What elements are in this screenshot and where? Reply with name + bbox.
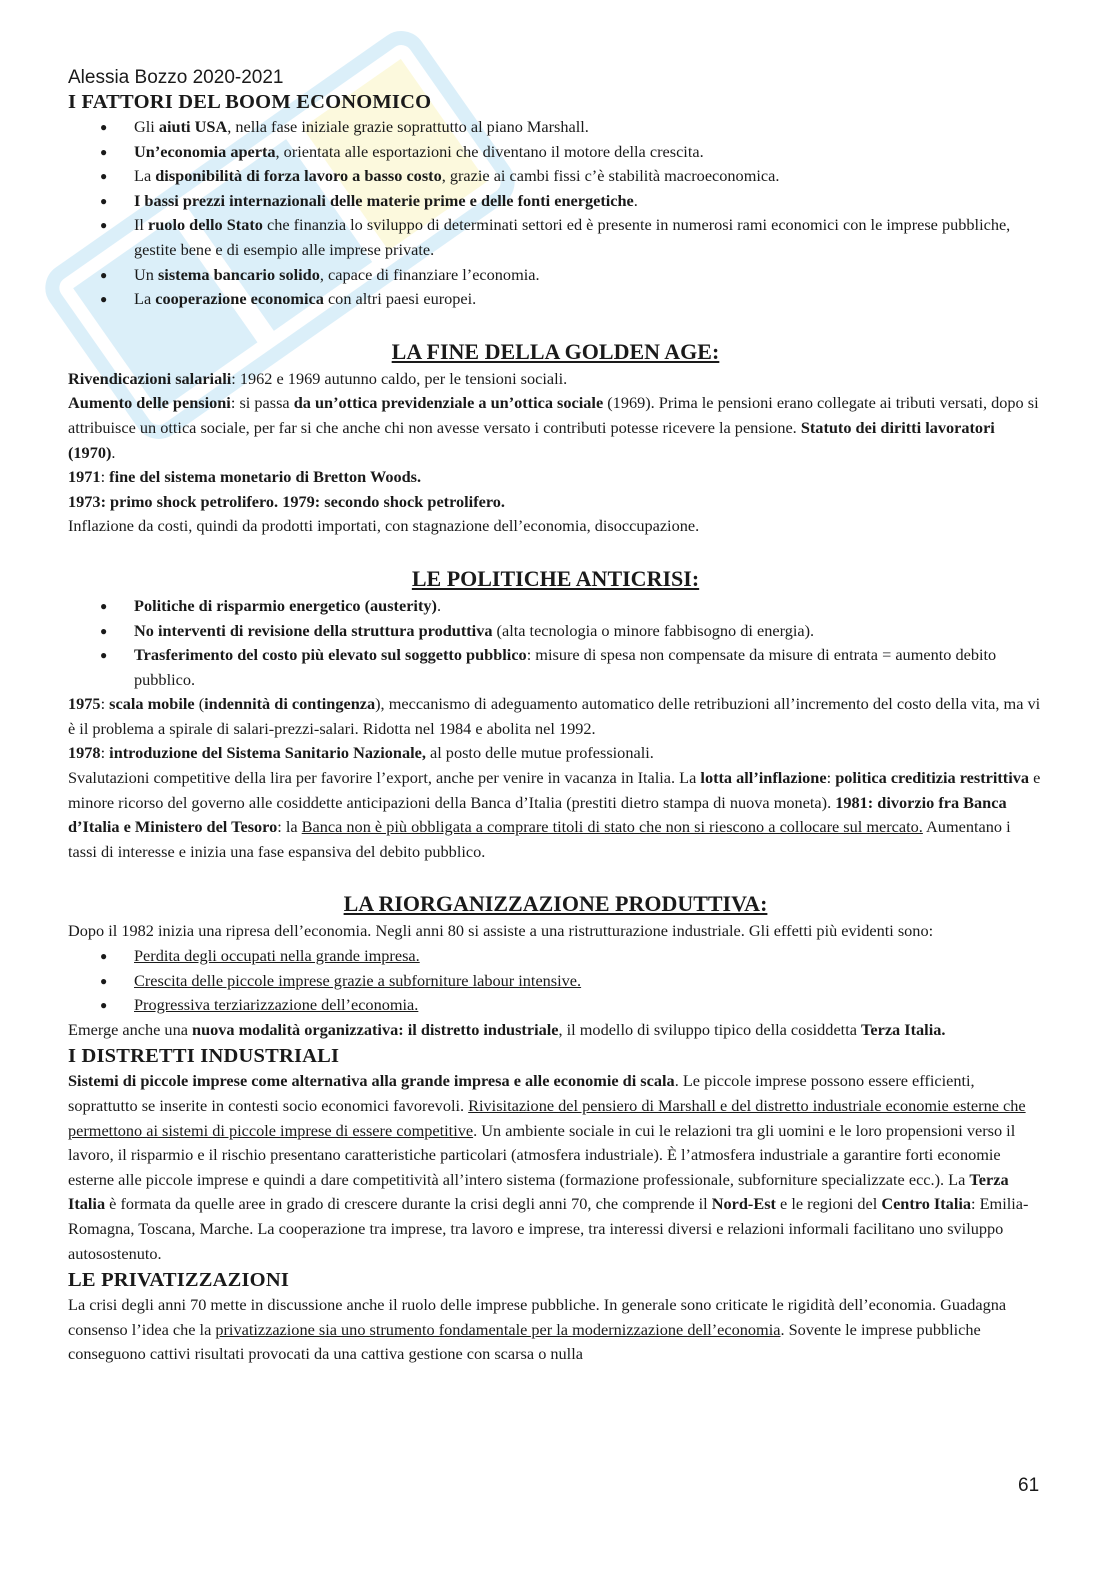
paragraph: Rivendicazioni salariali: 1962 e 1969 autunno caldo, per le tensioni sociali.: [68, 368, 568, 388]
paragraph: Dopo il 1982 inizia una ripresa dell’economia. Negli anni 80 si assiste a una ristrutturazione industriale. Gli effetti più evidenti sono:: [68, 921, 934, 941]
section-title-privatizzazioni: LE PRIVATIZZAZIONI: [68, 1269, 290, 1292]
anticrisi-list: [68, 594, 1043, 692]
section-title-golden-age: LA FINE DELLA GOLDEN AGE:: [391, 338, 720, 364]
paragraph: La crisi degli anni 70 mette in discussione anche il ruolo delle imprese pubbliche. In generale sono criticate le rigidità dell’economia. Guadagna consenso l’idea che la privatizzazione sia uno strumento fondamentale per la modernizzazione dell’economia. Sovente le imprese pubbliche conseguono cattivi risultati provocati da una cattiva gestione con scarsa o nulla: [68, 1295, 1007, 1364]
boom-factors-list: [68, 115, 1043, 312]
list-item: ● Un sistema bancario solido, capace di finanziare l’economia.: [134, 263, 1043, 288]
list-item: ● Progressiva terziarizzazione dell’economia.: [134, 993, 1043, 1018]
paragraph: Inflazione da costi, quindi da prodotti importati, con stagnazione dell’economia, disoccupazione.: [68, 516, 700, 536]
list-item: ● Un’economia aperta, orientata alle esportazioni che diventano il motore della crescita.: [134, 140, 1043, 165]
paragraph: 1975: scala mobile (indennità di contingenza), meccanismo di adeguamento automatico delle retribuzioni all’incremento del costo della vita, ma vi è il problema a spirale di salari-prezzi-salari. Ridotta nel 1984 e abolita nel 1992.: [68, 694, 1041, 738]
paragraph: 1978: introduzione del Sistema Sanitario Nazionale, al posto delle mutue professionali.: [68, 743, 654, 763]
paragraph: Sistemi di piccole imprese come alternativa alla grande impresa e alle economie di scala. Le piccole imprese possono essere efficienti, soprattutto se inserite in contesti socio economici favorevoli. Rivisitazione del pensiero di Marshall e del distretto industriale economie esterne che permettono ai sistemi di piccole imprese di essere competitive. Un ambiente sociale in cui le relazioni tra gli uomini e le loro propensioni verso il lavoro, il risparmio e il rischio presentano caratteristiche particolari (atmosfera industriale). È l’atmosfera industriale a garantire forti economie esterne alle piccole imprese e quindi a dare competitività all’intero sistema (formazione professionale, subforniture specializzate ecc.). La Terza Italia è formata da quelle aree in grado di crescere durante la crisi degli anni 70, che comprende il Nord-Est e le regioni del Centro Italia: Emilia-Romagna, Toscana, Marche. La cooperazione tra imprese, tra lavoro e imprese, tra interessi diversi e relazioni informali facilitano uno sviluppo autosostenuto.: [68, 1071, 1029, 1263]
section-title-riorganizzazione: LA RIORGANIZZAZIONE PRODUTTIVA:: [343, 891, 768, 917]
paragraph: 1971: fine del sistema monetario di Bretton Woods.: [68, 467, 422, 487]
author-header: Alessia Bozzo 2020-2021: [68, 67, 284, 88]
document-page: [68, 66, 1043, 1367]
paragraph: Svalutazioni competitive della lira per favorire l’export, anche per venire in vacanza in Italia. La lotta all’inflazione: politica creditizia restrittiva e minore ricorso del governo alle cosiddette anticipazioni della Banca d’Italia (prestiti dietro stampa di nuova moneta). 1981: divorzio fra Banca d’Italia e Ministero del Tesoro: la Banca non è più obbligata a comprare titoli di stato che non si riescono a collocare sul mercato. Aumentano i tassi di interesse e inizia una fase espansiva del debito pubblico.: [68, 768, 1041, 861]
list-item: ● Crescita delle piccole imprese grazie a subforniture labour intensive.: [134, 969, 1043, 994]
paragraph: Aumento delle pensioni: si passa da un’ottica previdenziale a un’ottica sociale (1969). Prima le pensioni erano collegate ai tributi versati, dopo si attribuisce un ottica sociale, per far si che anche chi non avesse versato i contributi potesse ricevere la pensione. Statuto dei diritti lavoratori (1970).: [68, 393, 1039, 462]
section-title-distretti: I DISTRETTI INDUSTRIALI: [68, 1045, 340, 1068]
riorganizzazione-list: [68, 944, 1043, 1018]
list-item: ● Il ruolo dello Stato che finanzia lo sviluppo di determinati settori ed è presente in numerosi rami economici con le imprese pubbliche, gestite bene e di esempio alle imprese private.: [134, 213, 1043, 262]
list-item: ● La disponibilità di forza lavoro a basso costo, grazie ai cambi fissi c’è stabilità macroeconomica.: [134, 164, 1043, 189]
list-item: ● No interventi di revisione della struttura produttiva (alta tecnologia o minore fabbisogno di energia).: [134, 619, 1043, 644]
list-item: ● Perdita degli occupati nella grande impresa.: [134, 944, 1043, 969]
list-item: ● Trasferimento del costo più elevato sul soggetto pubblico: misure di spesa non compensate da misure di entrata = aumento debito pubblico.: [134, 643, 1043, 692]
section-title-boom: I FATTORI DEL BOOM ECONOMICO: [68, 91, 432, 113]
paragraph: 1973: primo shock petrolifero. 1979: secondo shock petrolifero.: [68, 491, 506, 511]
list-item: ● Gli aiuti USA, nella fase iniziale grazie soprattutto al piano Marshall.: [134, 115, 1043, 140]
list-item: ● I bassi prezzi internazionali delle materie prime e delle fonti energetiche.: [134, 189, 1043, 214]
section-title-anticrisi: LE POLITICHE ANTICRISI:: [411, 565, 700, 591]
page-number: 61: [1018, 1475, 1040, 1496]
paragraph: Emerge anche una nuova modalità organizzativa: il distretto industriale, il modello di sviluppo tipico della cosiddetta Terza Italia.: [68, 1019, 946, 1039]
list-item: ● Politiche di risparmio energetico (austerity).: [134, 594, 1043, 619]
list-item: ● La cooperazione economica con altri paesi europei.: [134, 287, 1043, 312]
